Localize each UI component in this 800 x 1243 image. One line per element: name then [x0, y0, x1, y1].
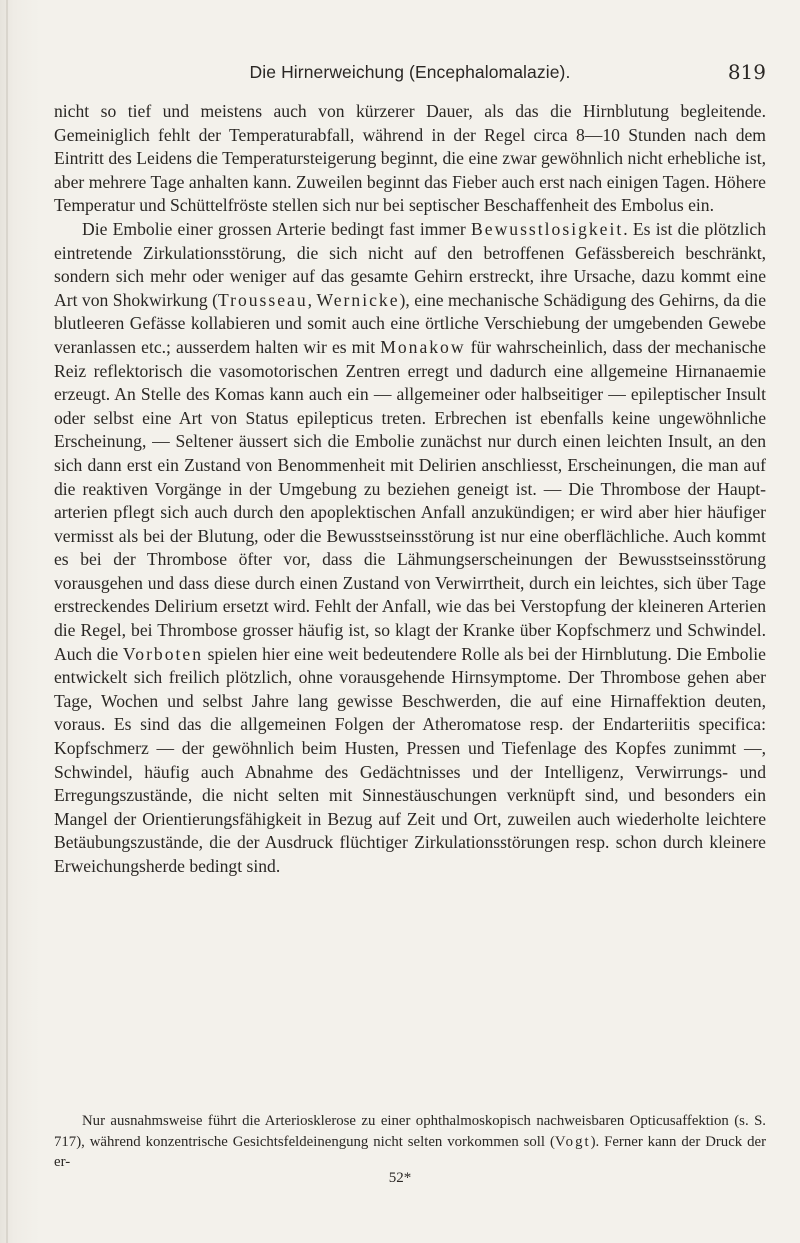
p2-text-g: ), eine mechanische Schädigung des Gehirns, da die blutleeren Gefässe kollabieren und somit auch eine örtliche Verschiebung der umgebenden Gewebe veranlassen etc.; ausserdem halten wir es mit [54, 289, 767, 357]
p2-text-e: , [307, 289, 317, 310]
footnote-author-vogt: Vogt [554, 1133, 591, 1150]
page-header [54, 60, 766, 90]
p2-emphasis-bewusstlosigkeit: Bewusstlosigkeit [471, 218, 624, 239]
p2-author-wernicke: Wernicke [316, 289, 400, 310]
p2-author-monakow: Monakow [380, 336, 466, 357]
p2-text-i: für wahrscheinlich, dass der mechanische Reiz reflektorisch die vasomotorischen Zentren erregt und dadurch eine allgemeine Hirnanaemie erzeugt. An Stelle des Komas kann auch ein — allgemeiner oder halbseitiger — epileptischer Insult oder selbst eine Art von Status epilepticus treten. Erbrechen ist ebenfalls keine ungewöhnliche Erscheinung, — Seltener äussert sich die Embolie zunächst nur durch einen leichten Insult, an den sich dann erst ein Zustand von Benommenheit mit Delirien anschliesst, Erscheinungen, die man auf die reaktiven Vorgänge in der Umgebung zu beziehen geneigt ist. — Die Thrombose der Hauptarterien pflegt sich auch durch den apoplektischen Anfall anzukündigen; er wird aber hier häufiger vermisst als bei der Blutung, oder die Bewusstseinsstörung ist nur eine oberflächliche. Auch kommt es bei der Thrombose öfter vor, dass die Lähmungserscheinungen der Bewusstseinsstörung vorausgehen und dass diese durch einen Zustand von Verwirrtheit, durch ein leichtes, sich über Tage erstreckendes Delirium ersetzt wird. Fehlt der Anfall, wie das bei Verstopfung der kleineren Arterien die Regel, bei Thrombose grosser häufig ist, so klagt der Kranke über Kopfschmerz und Schwindel. Auch die [54, 336, 766, 664]
p2-text-c: . Es ist die plötzlich eintretende Zirkulationsstörung, die sich nicht auf den betroffenen Gefässbereich beschränkt, sondern sich mehr oder weniger auf das gesamte Gehirn erstreckt, ihre Ursache, dazu kommt eine Art von Shokwirkung ( [54, 218, 767, 310]
p2-text-a: Die Embolie einer grossen Arterie bedingt fast immer [82, 218, 472, 239]
page-number: 819 [727, 60, 766, 84]
body-text [54, 100, 766, 879]
footnote-text-c: ). Ferner kann der Druck der er- [54, 1133, 766, 1170]
p2-text-k: spielen hier eine weit bedeutendere Rolle als bei der Hirnblutung. Die Embolie entwickelt sich freilich plötzlich, ohne vorausgehende Hirnsymptome. Der Thrombose gehen aber Tage, Wochen und selbst Jahre lang gewisse Beschwerden, die auf eine Hirnaffektion deuten, voraus. Es sind das die allgemeinen Folgen der Atheromatose resp. der Endarteriitis specifica: Kopfschmerz — der gewöhnlich beim Husten, Pressen und Tiefenlage des Kopfes zunimmt —, Schwindel, häufig auch Abnahme des Gedächtnisses und der Intelligenz, Verwirrungs- und Erregungszustände, die nicht selten mit Sinnestäuschungen verknüpft sind, und besonders ein Mangel der Orientierungsfähigkeit in Bezug auf Zeit und Ort, zuweilen auch wiederholte leichtere Betäubungszustände, die der Ausdruck flüchtiger Zirkulationsstörungen resp. schon durch kleinere Erweichungsherde bedingt sind. [54, 643, 766, 876]
page-edge-shadow [6, 0, 8, 1243]
running-title: Die Hirnerweichung (Encephalomalazie). [249, 62, 571, 82]
p2-emphasis-vorboten: Vorboten [122, 643, 204, 664]
footnote [54, 1111, 766, 1173]
footnote-paragraph [54, 1111, 766, 1173]
p2-author-trousseau: Trousseau [217, 289, 308, 310]
paragraph-1: nicht so tief und meistens auch von kürzerer Dauer, als das die Hirnblutung begleitende. Gemeiniglich fehlt der Temperaturabfall, während in der Regel circa 8—10 Stunden nach dem Eintritt des Leidens die Temperatursteigerung beginnt, die eine zwar gewöhnlich nicht erhebliche ist, aber mehrere Tage anhalten kann. Zuweilen beginnt das Fieber auch erst nach einigen Tagen. Höhere Temperatur und Schüttelfröste stellen sich nur bei septischer Beschaffenheit des Embolus ein. [54, 101, 766, 216]
footnote-text-a: Nur ausnahmsweise führt die Arteriosklerose zu einer ophthalmoskopisch nachweisbaren Opticusaffektion (s. S. 717), während konzentrische Gesichtsfeldeinengung nicht selten vorkommen soll ( [54, 1113, 766, 1150]
sheet-signature: 52* [388, 1170, 412, 1186]
paragraph-2 [54, 218, 766, 879]
